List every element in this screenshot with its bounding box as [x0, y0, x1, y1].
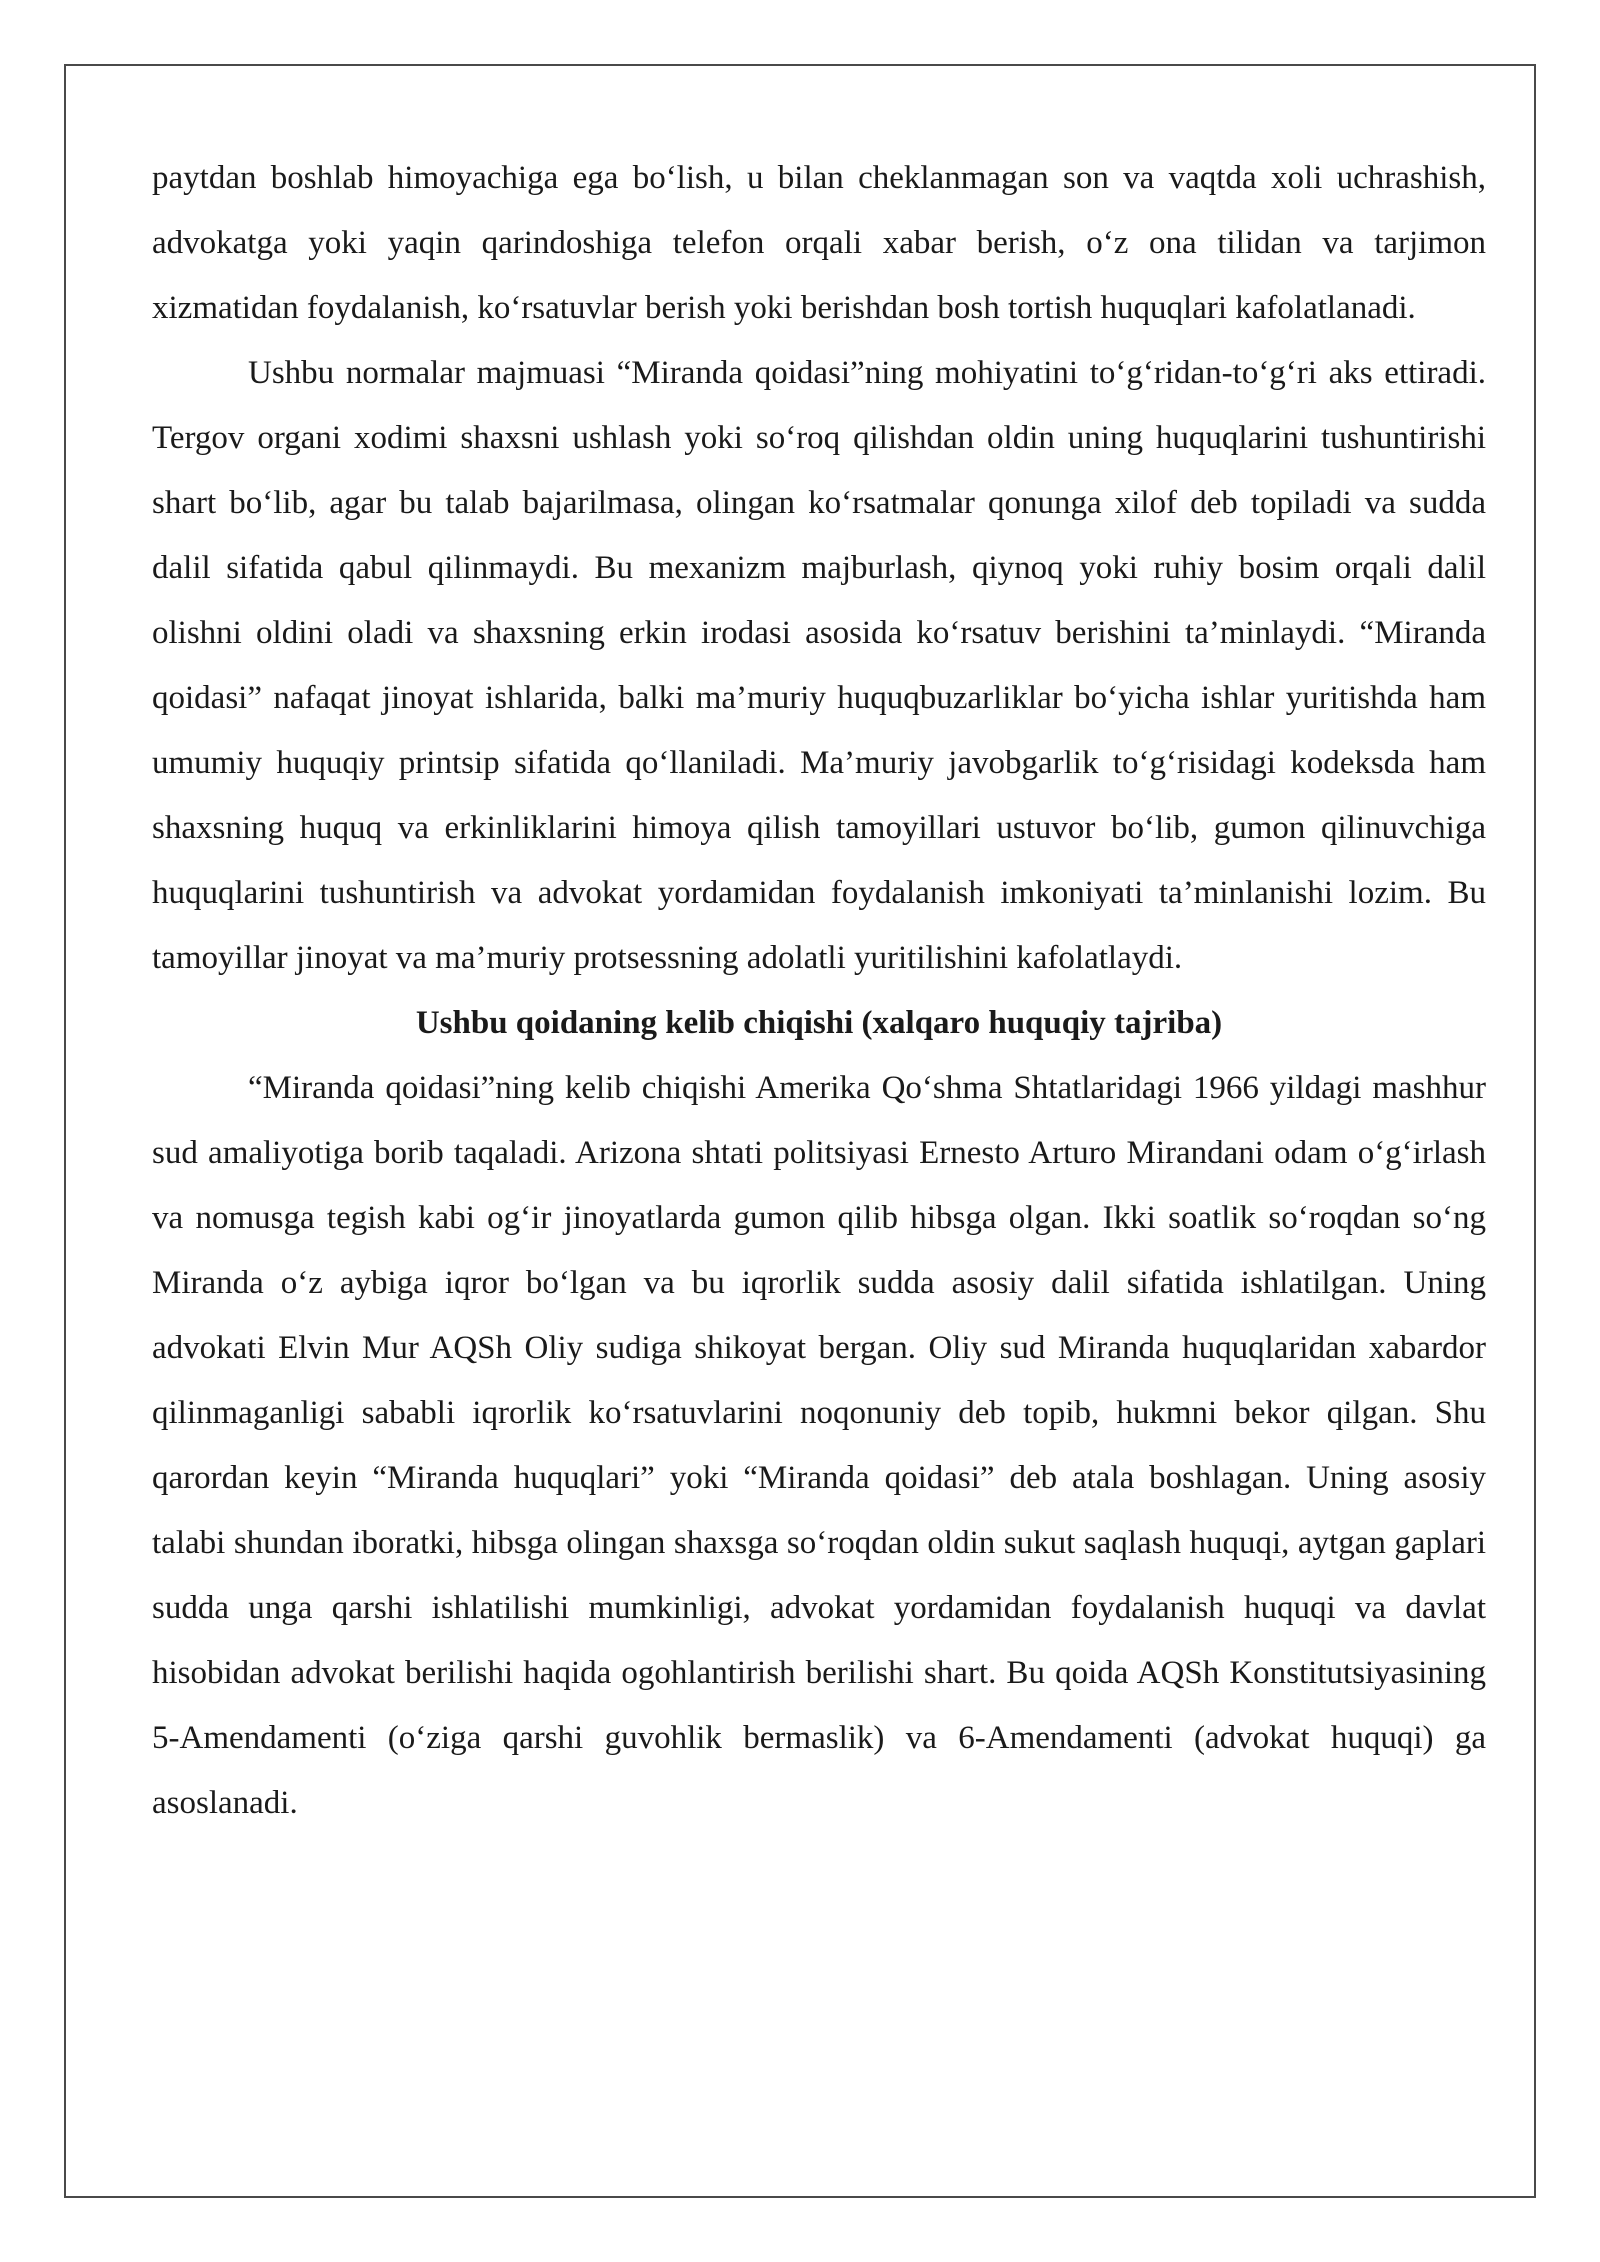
section-heading: Ushbu qoidaning kelib chiqishi (xalqaro huquqiy tajriba): [415, 1005, 1223, 1041]
paragraph-miranda-essence: Ushbu normalar majmuasi “Miranda qoidasi”ning mohiyatini to‘g‘ridan-to‘g‘ri aks ettiradi. Tergov organi xodimi shaxsni ushlash yoki so‘roq qilishdan oldin uning huquqlarini tushuntirishi shart bo‘lib, agar bu talab bajarilmasa, olingan ko‘rsatmalar qonunga xilof deb topiladi va sudda dalil sifatida qabul qilinmaydi. Bu mexanizm majburlash, qiynoq yoki ruhiy bosim orqali dalil olishni oldini oladi va shaxsning erkin irodasi asosida ko‘rsatuv berishini ta’minlaydi. “Miranda qoidasi” nafaqat jinoyat ishlarida, balki ma’muriy huquqbuzarliklar bo‘yicha ishlar yuritishda ham umumiy huquqiy printsip sifatida qo‘llaniladi. Ma’muriy javobgarlik to‘g‘risidagi kodeksda ham shaxsning huquq va erkinliklarini himoya qilish tamoyillari ustuvor bo‘lib, gumon qilinuvchiga huquqlarini tushuntirish va advokat yordamidan foydalanish imkoniyati ta’minlanishi lozim. Bu tamoyillar jinoyat va ma’muriy protsessning adolatli yuritilishini kafolatlaydi.: [152, 355, 1486, 976]
paragraph-miranda-origin: “Miranda qoidasi”ning kelib chiqishi Amerika Qo‘shma Shtatlaridagi 1966 yildagi mashhur sud amaliyotiga borib taqaladi. Arizona shtati politsiyasi Ernesto Arturo Mirandani odam o‘g‘irlash va nomusga tegish kabi og‘ir jinoyatlarda gumon qilib hibsga olgan. Ikki soatlik so‘roqdan so‘ng Miranda o‘z aybiga iqror bo‘lgan va bu iqrorlik sudda asosiy dalil sifatida ishlatilgan. Uning advokati Elvin Mur AQSh Oliy sudiga shikoyat bergan. Oliy sud Miranda huquqlaridan xabardor qilinmaganligi sababli iqrorlik ko‘rsatuvlarini noqonuniy deb topib, hukmni bekor qilgan. Shu qarordan keyin “Miranda huquqlari” yoki “Miranda qoidasi” deb atala boshlagan. Uning asosiy talabi shundan iboratki, hibsga olingan shaxsga so‘roqdan oldin sukut saqlash huquqi, aytgan gaplari sudda unga qarshi ishlatilishi mumkinligi, advokat yordamidan foydalanish huquqi va davlat hisobidan advokat berilishi haqida ogohlantirish berilishi shart. Bu qoida AQSh Konstitutsiyasining 5-Amendamenti (o‘ziga qarshi guvohlik bermaslik) va 6-Amendamenti (advokat huquqi) ga asoslanadi.: [152, 1070, 1486, 1821]
document-body: [152, 146, 1486, 1836]
paragraph-continuation: paytdan boshlab himoyachiga ega bo‘lish, u bilan cheklanmagan son va vaqtda xoli uchrashish, advokatga yoki yaqin qarindoshiga telefon orqali xabar berish, o‘z ona tilidan va tarjimon xizmatidan foydalanish, ko‘rsatuvlar berish yoki berishdan bosh tortish huquqlari kafolatlanadi.: [152, 160, 1486, 326]
